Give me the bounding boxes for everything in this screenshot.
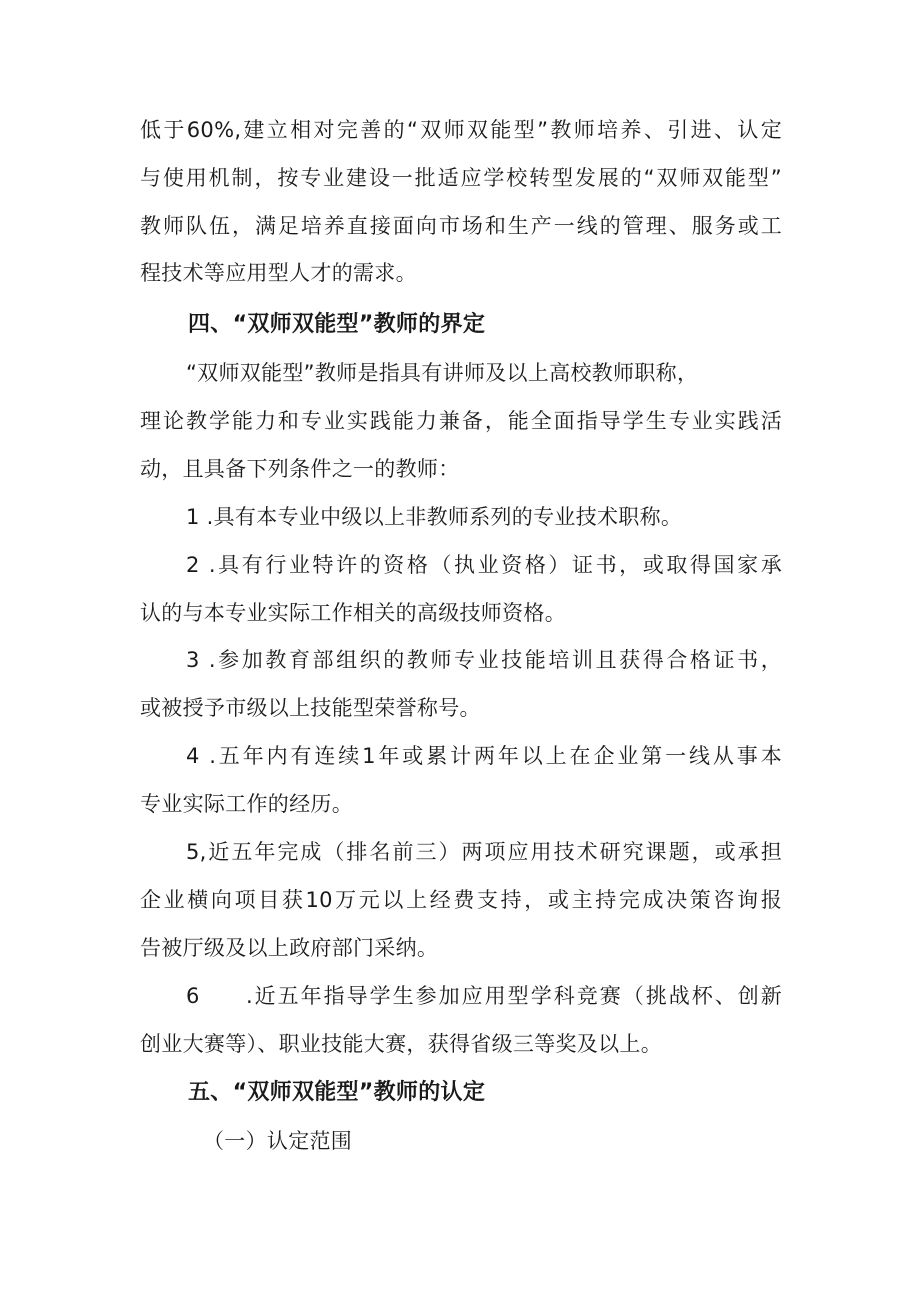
- section-4-heading: 四、“双师双能型”教师的界定: [188, 312, 486, 337]
- condition-5-line-1: 5,近五年完成（排名前三）两项应用技术研究课题，或承担: [186, 840, 782, 864]
- intro-line-4: 程技术等应用型人才的需求。: [140, 261, 417, 285]
- section-5-heading: 五、“双师双能型”教师的认定: [188, 1080, 486, 1105]
- intro-line-3: 教师队伍，满足培养直接面向市场和生产一线的管理、服务或工: [140, 214, 782, 238]
- condition-5-line-2: 企业横向项目获10万元以上经费支持，或主持完成决策咨询报: [140, 888, 782, 912]
- condition-2-line-1: 2 .具有行业特许的资格（执业资格）证书，或取得国家承: [186, 553, 782, 577]
- condition-3-line-2: 或被授予市级以上技能型荣誉称号。: [140, 696, 481, 720]
- subsection-1-heading: （一）认定范围: [203, 1129, 353, 1153]
- intro-line-2: 与使用机制，按专业建设一批适应学校转型发展的“双师双能型”: [140, 166, 782, 190]
- definition-line-1: “双师双能型”教师是指具有讲师及以上高校教师职称，: [186, 361, 699, 385]
- condition-4-line-2: 专业实际工作的经历。: [140, 792, 353, 816]
- condition-4-line-1: 4 .五年内有连续1年或累计两年以上在企业第一线从事本: [186, 744, 782, 768]
- condition-1: 1 .具有本专业中级以上非教师系列的专业技术职称。: [186, 505, 683, 529]
- condition-2-line-2: 认的与本专业实际工作相关的高级技师资格。: [140, 601, 566, 625]
- definition-line-2: 理论教学能力和专业实践能力兼备，能全面指导学生专业实践活: [140, 409, 782, 433]
- definition-line-3: 动，且具备下列条件之一的教师：: [140, 457, 460, 481]
- condition-3-line-1: 3 .参加教育部组织的教师专业技能培训且获得合格证书，: [186, 648, 782, 672]
- condition-5-line-3: 告被厅级及以上政府部门采纳。: [140, 936, 439, 960]
- condition-6-line-2: 创业大赛等）、职业技能大赛，获得省级三等奖及以上。: [140, 1032, 662, 1056]
- condition-6-line-1: .近五年指导学生参加应用型学科竞赛（挑战杯、创新: [246, 984, 782, 1008]
- intro-line-1: 低于60%,建立相对完善的“双师双能型”教师培养、引进、认定: [140, 118, 782, 142]
- condition-6-number: 6: [186, 984, 200, 1008]
